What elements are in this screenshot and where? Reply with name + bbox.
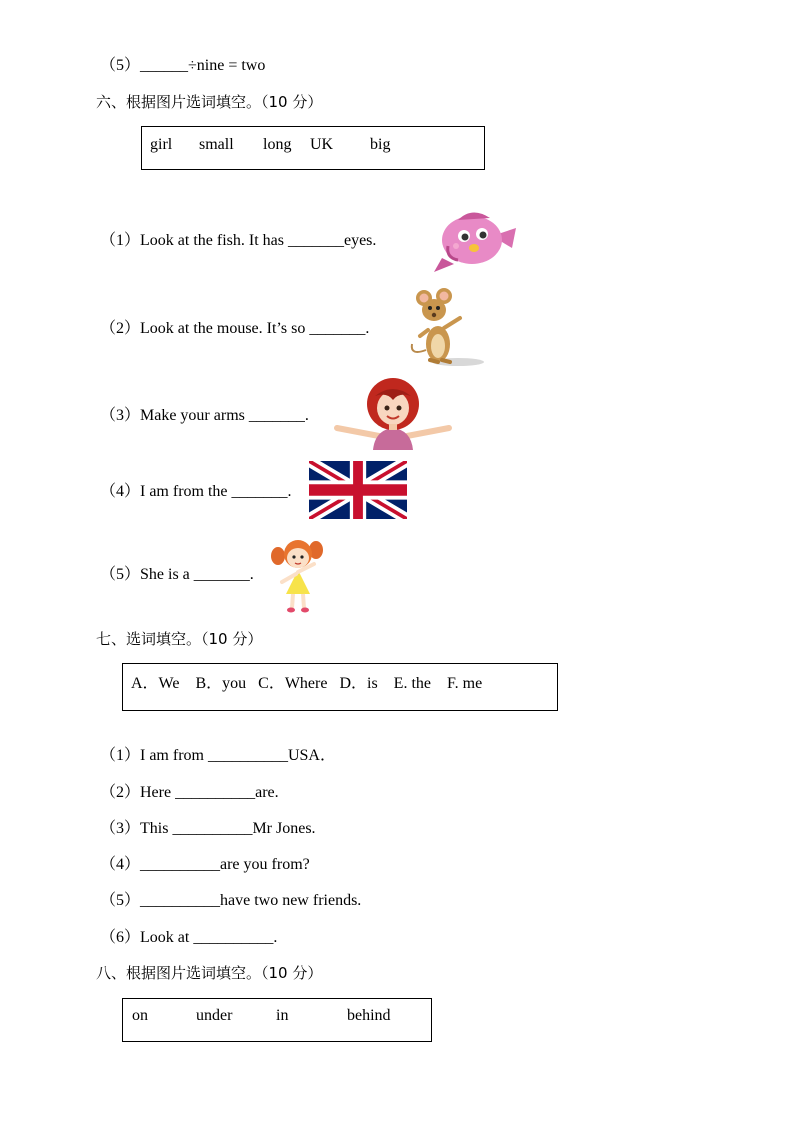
section6-word-box xyxy=(141,126,485,170)
word-option: girl xyxy=(150,136,173,153)
section7-question-5: （5）__________have two new friends. xyxy=(100,892,362,909)
girl-arms-icon xyxy=(329,378,457,450)
mouse-icon xyxy=(408,288,488,368)
section6-question-1: （1）Look at the fish. It has _______eyes. xyxy=(100,232,377,249)
section8-heading: 八、根据图片选词填空。（10 分） xyxy=(96,964,323,982)
section8-word-box xyxy=(122,998,432,1042)
section6-heading: 六、根据图片选词填空。（10 分） xyxy=(96,93,323,111)
word-option: long xyxy=(263,136,292,153)
uk-flag-icon xyxy=(309,461,407,519)
word-option: in xyxy=(276,1007,289,1024)
fish-icon xyxy=(432,206,518,272)
section7-heading: 七、选词填空。（10 分） xyxy=(96,630,263,648)
section7-question-2: （2）Here __________are. xyxy=(100,784,279,801)
section7-question-4: （4）__________are you from? xyxy=(100,856,310,873)
section7-question-3: （3）This __________Mr Jones. xyxy=(100,820,316,837)
word-option: under xyxy=(196,1007,233,1024)
word-option: UK xyxy=(310,136,334,153)
small-girl-icon xyxy=(268,534,326,614)
word-option: big xyxy=(370,136,391,153)
word-option: behind xyxy=(347,1007,391,1024)
section6-question-5: （5）She is a _______. xyxy=(100,566,254,583)
section7-question-1: （1）I am from __________USA． xyxy=(100,747,336,764)
options-text: A．We B．you C．Where D．is E. the F. me xyxy=(131,675,483,692)
section6-question-4: （4）I am from the _______. xyxy=(100,483,292,500)
section6-question-3: （3）Make your arms _______. xyxy=(100,407,309,424)
word-option: on xyxy=(132,1007,148,1024)
section7-question-6: （6）Look at __________. xyxy=(100,929,278,946)
section7-options-box xyxy=(122,663,558,711)
section5-item-5: （5）______÷nine = two xyxy=(100,57,266,74)
word-option: small xyxy=(199,136,234,153)
section6-question-2: （2）Look at the mouse. It’s so _______. xyxy=(100,320,370,337)
